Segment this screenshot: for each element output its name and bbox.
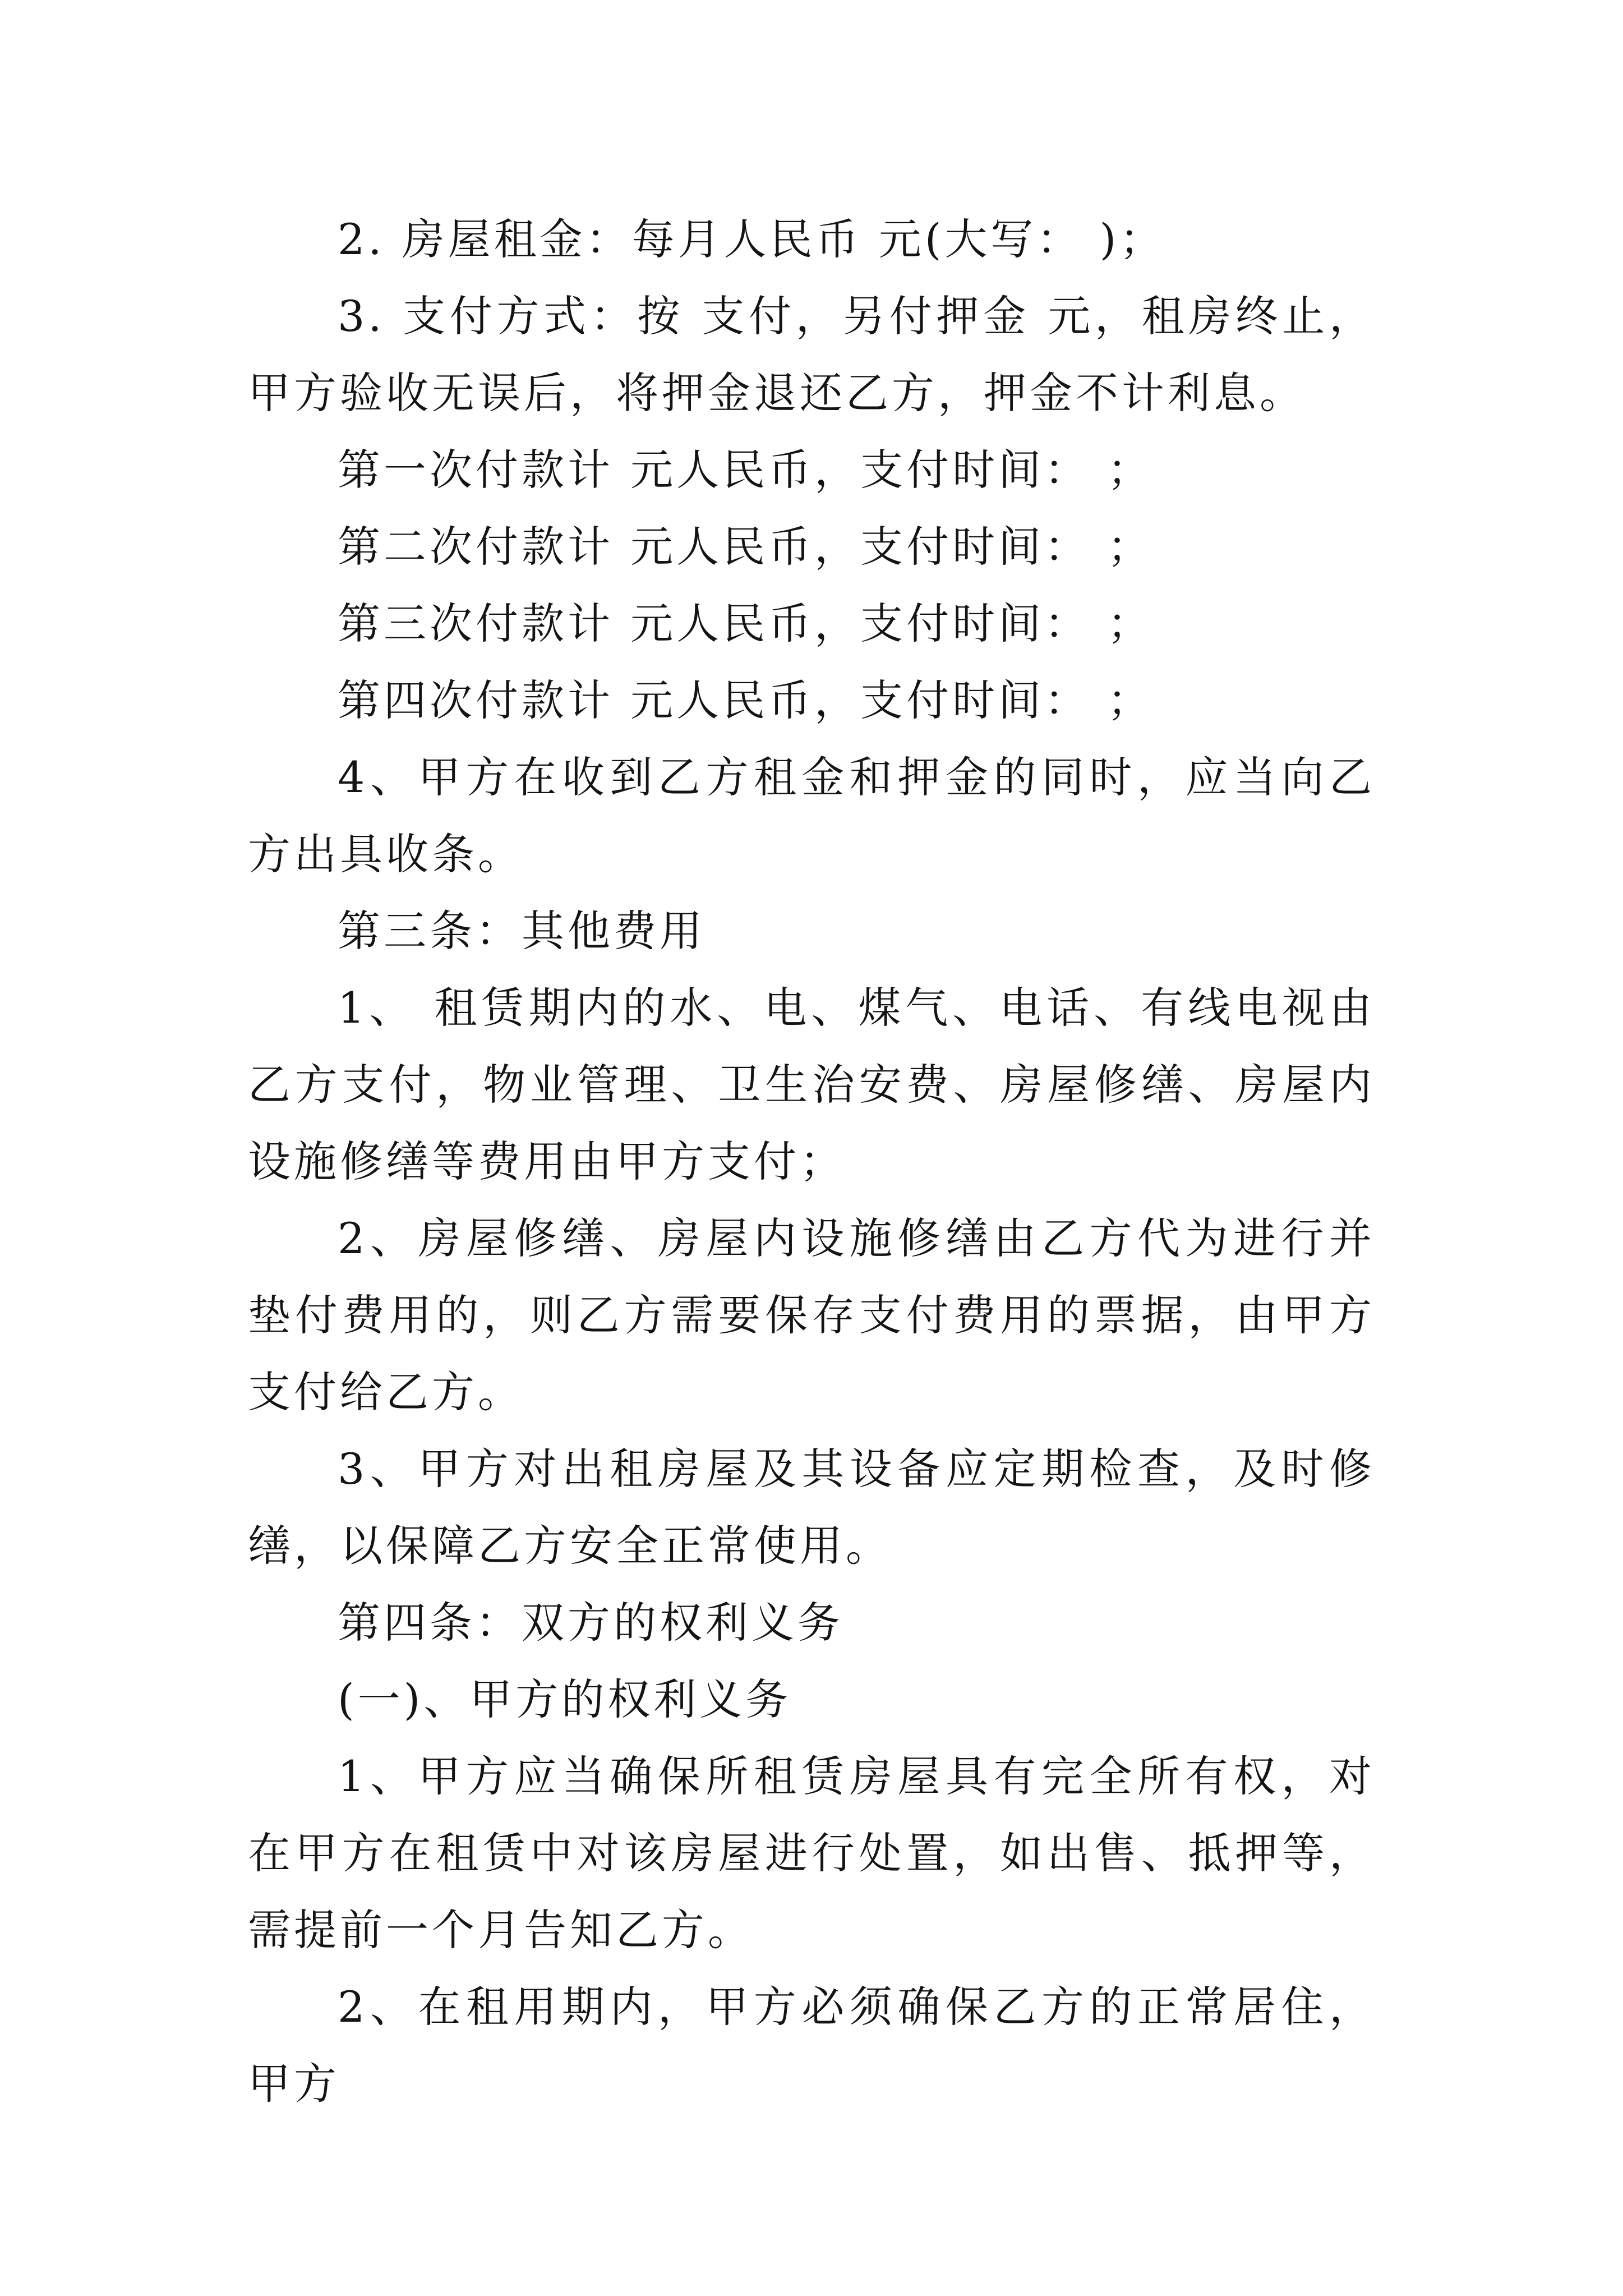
section-heading-rights-duties: 第四条：双方的权利义务 [338, 1598, 843, 1648]
document-body [248, 201, 1375, 2122]
paragraph-repair-advance: 2、房屋修缮、房屋内设施修缮由乙方代为进行并垫付费用的，则乙方需要保存支付费用的票据，由甲方支付给乙方。 [248, 1213, 1375, 1417]
paragraph-receipt: 4、甲方在收到乙方租金和押金的同时，应当向乙方出具收条。 [248, 752, 1375, 879]
paragraph-third-payment: 第三次付款计 元人民币，支付时间： ； [338, 599, 1154, 648]
paragraph-residence: 2、在租用期内，甲方必须确保乙方的正常居住，甲方 [248, 1982, 1375, 2109]
paragraph-first-payment: 第一次付款计 元人民币，支付时间： ； [338, 445, 1154, 495]
paragraph-second-payment: 第二次付款计 元人民币，支付时间： ； [338, 522, 1154, 572]
paragraph-utilities: 1、 租赁期内的水、电、煤气、电话、有线电视由乙方支付，物业管理、卫生治安费、房屋修缮、房屋内设施修缮等费用由甲方支付； [248, 983, 1375, 1186]
paragraph-inspection: 3、甲方对出租房屋及其设备应定期检查，及时修缮，以保障乙方安全正常使用。 [248, 1444, 1375, 1571]
paragraph-rent: 2. 房屋租金：每月人民币 元(大写： )； [338, 214, 1166, 264]
paragraph-fourth-payment: 第四次付款计 元人民币，支付时间： ； [338, 675, 1154, 725]
paragraph-payment-method: 3. 支付方式：按 支付，另付押金 元，租房终止，甲方验收无误后，将押金退还乙方，押金不计利息。 [248, 291, 1375, 418]
subsection-heading-landlord: (一)、甲方的权利义务 [338, 1674, 792, 1724]
paragraph-ownership: 1、甲方应当确保所租赁房屋具有完全所有权，对在甲方在租赁中对该房屋进行处置，如出售、抵押等，需提前一个月告知乙方。 [248, 1751, 1375, 1955]
section-heading-other-fees: 第三条：其他费用 [338, 906, 706, 956]
